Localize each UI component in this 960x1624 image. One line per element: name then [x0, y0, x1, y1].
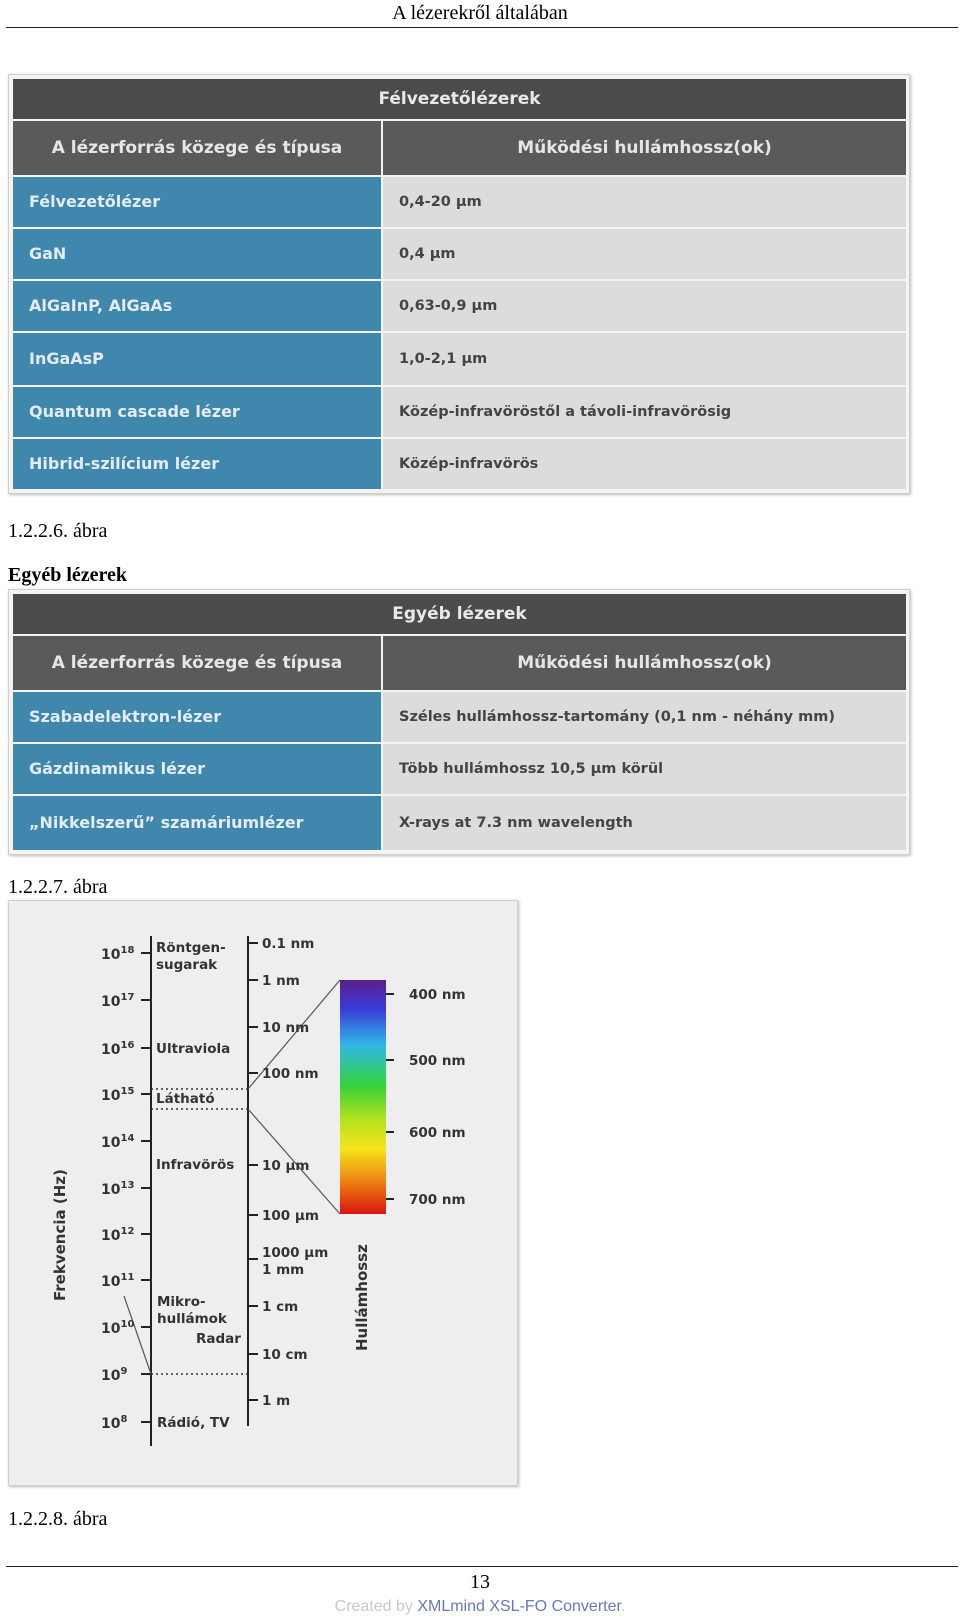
footer-credit-prefix: Created by: [334, 1598, 418, 1615]
table-cell-wavelength: Több hullámhossz 10,5 μm körül: [383, 744, 906, 794]
wavelength-axis-label: Hullámhossz: [353, 1244, 371, 1351]
region-label-micro: hullámok: [157, 1311, 227, 1327]
visible-spectrum-bar: [340, 980, 386, 1214]
wavelength-tick-label: 0.1 nm: [262, 936, 315, 952]
region-label-uv: Ultraviola: [156, 1041, 231, 1057]
table-cell-wavelength: 0,4 μm: [383, 229, 906, 279]
table-cell-medium: Gázdinamikus lézer: [13, 744, 381, 794]
freq-tick-label: $10^{15}$: [101, 1086, 135, 1104]
table-cell-wavelength: 0,4-20 μm: [383, 177, 906, 227]
wavelength-tick-label: 1000 μm: [262, 1245, 329, 1261]
freq-tick-label: $10^{17}$: [101, 992, 135, 1010]
freq-tick-label: $10^{11}$: [101, 1272, 135, 1290]
freq-tick-label: $10^{14}$: [101, 1133, 135, 1151]
column-header-wavelength: Működési hullámhossz(ok): [383, 121, 906, 175]
wavelength-tick-label: 1 cm: [262, 1299, 299, 1315]
column-header-wavelength: Működési hullámhossz(ok): [383, 636, 906, 690]
footer-rule: [6, 1566, 958, 1567]
freq-tick-label: $10^{18}$: [101, 945, 135, 963]
visible-tick-label: 700 nm: [409, 1192, 466, 1208]
region-label-xray: Röntgen-: [156, 940, 226, 956]
table-cell-medium: „Nikkelszerű” szamáriumlézer: [13, 796, 381, 850]
converter-link[interactable]: XMLmind XSL-FO Converter: [417, 1598, 621, 1615]
region-label-micro: Mikro-: [157, 1294, 206, 1310]
table-cell-medium: Quantum cascade lézer: [13, 387, 381, 437]
column-header-medium: A lézerforrás közege és típusa: [13, 121, 381, 175]
freq-tick-label: $10^{13}$: [101, 1180, 135, 1198]
region-label-radar: Radar: [196, 1331, 241, 1347]
header-rule: [6, 27, 958, 28]
page-number: 13: [470, 1571, 490, 1593]
frequency-axis-label: Frekvencia (Hz): [51, 1169, 69, 1301]
wavelength-tick-label: 10 cm: [262, 1347, 308, 1363]
freq-tick-label: $10^9$: [101, 1366, 128, 1384]
wavelength-tick-label: 1 mm: [262, 1262, 305, 1278]
freq-tick-label: $10^{12}$: [101, 1226, 135, 1244]
electromagnetic-spectrum-diagram: [8, 900, 518, 1486]
table-cell-wavelength: Közép-infravörös: [383, 439, 906, 489]
table-title: Félvezetőlézerek: [13, 79, 906, 119]
figure-caption: 1.2.2.8. ábra: [8, 1508, 108, 1530]
section-heading: Egyéb lézerek: [8, 564, 128, 586]
wavelength-tick-label: 1 nm: [262, 973, 300, 989]
freq-tick-label: $10^{16}$: [101, 1040, 135, 1058]
table-cell-wavelength: Közép-infravöröstől a távoli-infravörösig: [383, 387, 906, 437]
semiconductor-laser-table: [8, 74, 910, 494]
table-cell-wavelength: Széles hullámhossz-tartomány (0,1 nm - néhány mm): [383, 692, 906, 742]
table-cell-medium: Félvezetőlézer: [13, 177, 381, 227]
figure-caption: 1.2.2.7. ábra: [8, 876, 108, 898]
table-title: Egyéb lézerek: [13, 594, 906, 634]
figure-caption: 1.2.2.6. ábra: [8, 520, 108, 542]
table-cell-medium: Szabadelektron-lézer: [13, 692, 381, 742]
region-label-visible: Látható: [156, 1091, 215, 1107]
table-cell-medium: GaN: [13, 229, 381, 279]
region-label-xray: sugarak: [156, 957, 218, 973]
visible-tick-label: 400 nm: [409, 987, 466, 1003]
region-label-radio: Rádió, TV: [157, 1415, 230, 1431]
table-cell-wavelength: X-rays at 7.3 nm wavelength: [383, 796, 906, 850]
page-header: A lézerekről általában: [392, 2, 568, 24]
table-cell-wavelength: 1,0-2,1 μm: [383, 333, 906, 385]
freq-tick-label: $10^{10}$: [101, 1319, 135, 1337]
column-header-medium: A lézerforrás közege és típusa: [13, 636, 381, 690]
wavelength-tick-label: 100 nm: [262, 1066, 319, 1082]
table-cell-wavelength: 0,63-0,9 μm: [383, 281, 906, 331]
wavelength-tick-label: 1 m: [262, 1393, 291, 1409]
table-cell-medium: Hibrid-szilícium lézer: [13, 439, 381, 489]
region-label-ir: Infravörös: [156, 1157, 235, 1173]
visible-tick-label: 500 nm: [409, 1053, 466, 1069]
wavelength-tick-label: 100 μm: [262, 1208, 319, 1224]
footer-credit: [0, 1598, 960, 1616]
table-cell-medium: AlGaInP, AlGaAs: [13, 281, 381, 331]
other-laser-table: [8, 589, 910, 855]
footer-credit-suffix: .: [620, 1598, 626, 1615]
table-cell-medium: InGaAsP: [13, 333, 381, 385]
wavelength-tick-label: 10 μm: [262, 1158, 310, 1174]
freq-tick-label: $10^8$: [101, 1414, 128, 1432]
wavelength-tick-label: 10 nm: [262, 1020, 310, 1036]
visible-tick-label: 600 nm: [409, 1125, 466, 1141]
